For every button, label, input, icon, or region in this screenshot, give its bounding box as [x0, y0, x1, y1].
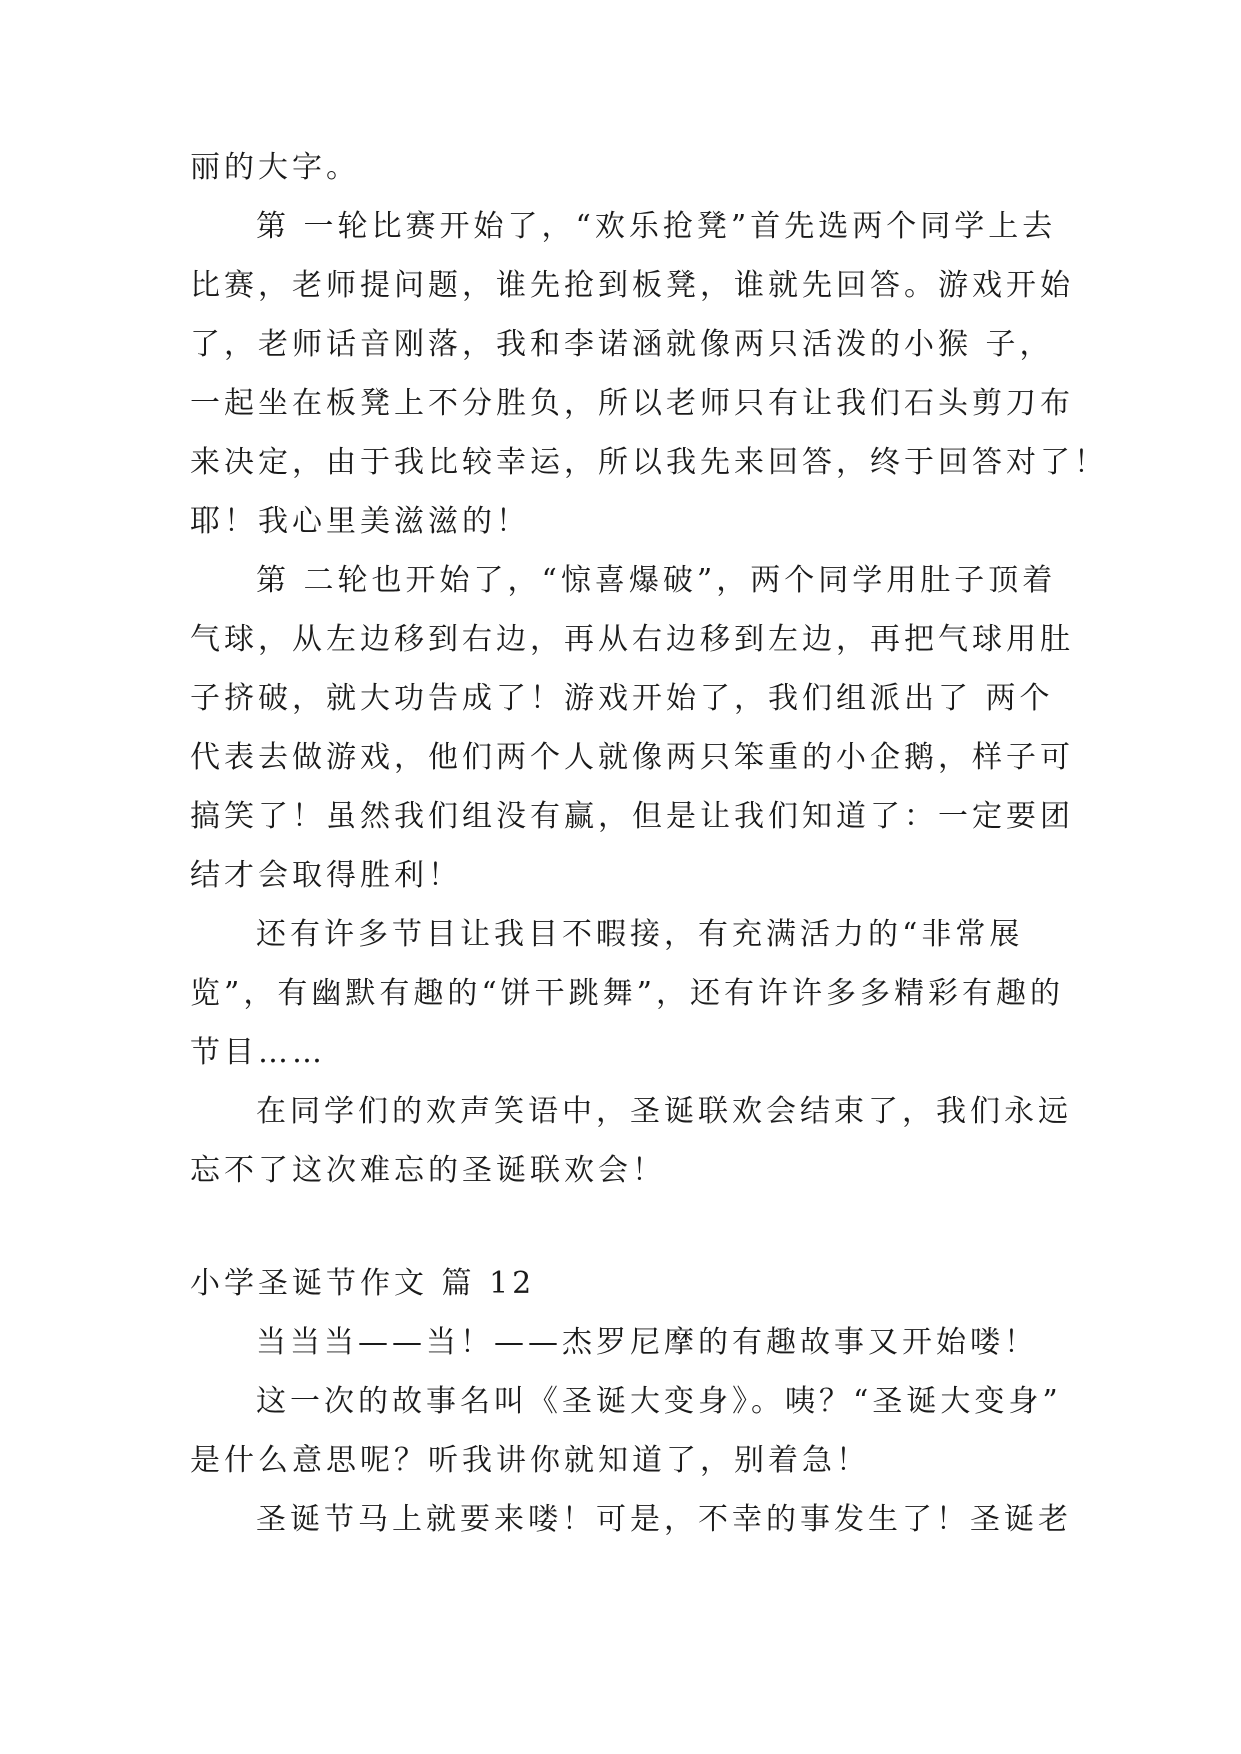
paragraph-start-line: 圣诞节马上就要来喽！可是，不幸的事发生了！圣诞老	[256, 1502, 1072, 1537]
text-line: 子挤破，就大功告成了！游戏开始了，我们组派出了 两个	[190, 681, 1054, 716]
text-line: 丽的大字。	[190, 150, 360, 185]
text-line: 耶！我心里美滋滋的！	[190, 504, 530, 539]
paragraph-start-line: 在同学们的欢声笑语中，圣诞联欢会结束了，我们永远	[256, 1094, 1072, 1129]
text-line: 比赛，老师提问题，谁先抢到板凳，谁就先回答。游戏开始	[190, 268, 1074, 303]
text-line: 结才会取得胜利！	[190, 858, 462, 893]
paragraph-start-line: 这一次的故事名叫《圣诞大变身》。咦？“圣诞大变身”	[256, 1384, 1062, 1419]
text-line: 气球，从左边移到右边，再从右边移到左边，再把气球用肚	[190, 622, 1074, 657]
text-line: 了，老师话音刚落，我和李诺涵就像两只活泼的小猴 子，	[190, 327, 1054, 362]
text-line: 一起坐在板凳上不分胜负，所以老师只有让我们石头剪刀布	[190, 386, 1074, 421]
text-line: 搞笑了！虽然我们组没有赢，但是让我们知道了：一定要团	[190, 799, 1074, 834]
paragraph-start-line: 还有许多节目让我目不暇接，有充满活力的“非常展	[256, 917, 1024, 952]
section-heading: 小学圣诞节作文 篇 12	[190, 1266, 536, 1301]
text-line: 代表去做游戏，他们两个人就像两只笨重的小企鹅，样子可	[190, 740, 1074, 775]
text-line: 是什么意思呢？听我讲你就知道了，别着急！	[190, 1443, 870, 1478]
text-line: 来决定，由于我比较幸运，所以我先来回答，终于回答对了！	[190, 445, 1108, 480]
paragraph-start-line: 第 二轮也开始了，“惊喜爆破”，两个同学用肚子顶着	[256, 563, 1057, 598]
paragraph-start-line: 当当当——当！——杰罗尼摩的有趣故事又开始喽！	[256, 1325, 1038, 1360]
text-line: 忘不了这次难忘的圣诞联欢会！	[190, 1153, 666, 1188]
text-line: 览”，有幽默有趣的“饼干跳舞”，还有许许多多精彩有趣的	[190, 976, 1065, 1011]
text-line: 节目……	[190, 1035, 326, 1070]
paragraph-start-line: 第 一轮比赛开始了，“欢乐抢凳”首先选两个同学上去	[256, 209, 1057, 244]
